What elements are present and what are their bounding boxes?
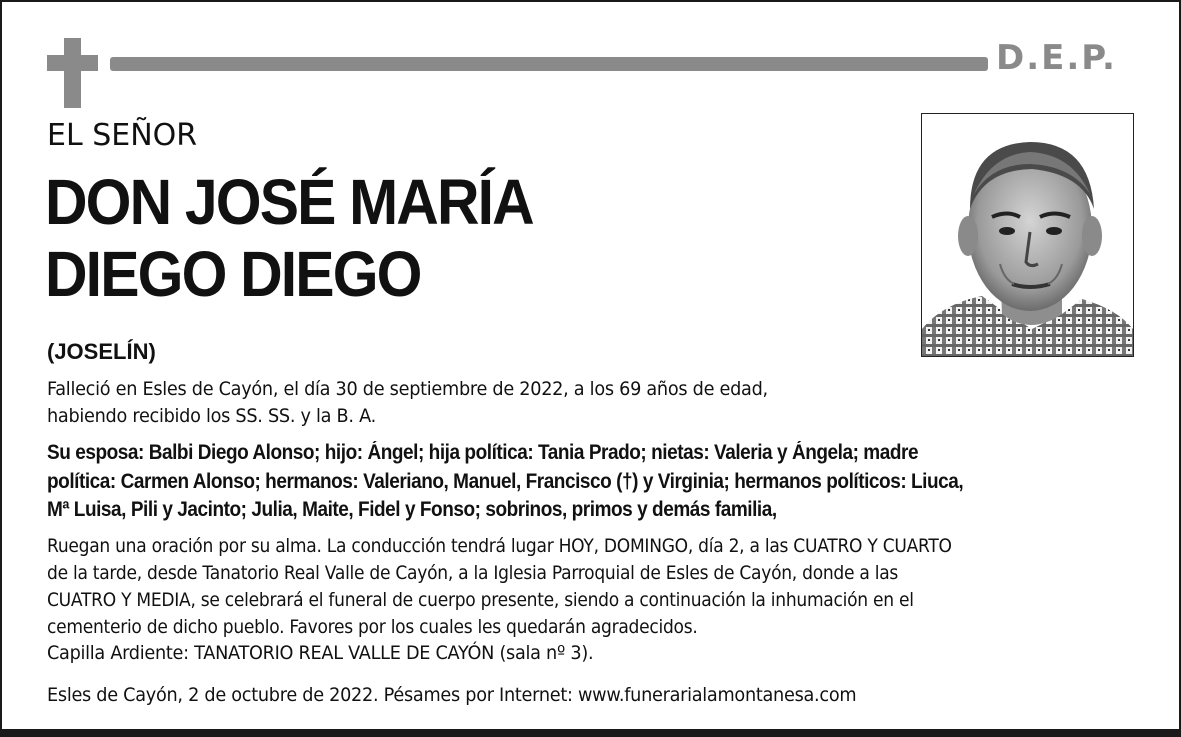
- honorific: EL SEÑOR: [47, 118, 198, 153]
- deceased-name: [45, 166, 533, 310]
- name-line-2: DIEGO DIEGO: [45, 238, 421, 310]
- nickname: (JOSELÍN): [47, 339, 156, 364]
- chapel-info: Capilla Ardiente: TANATORIO REAL VALLE DE CAYÓN (sala nº 3).: [47, 642, 594, 664]
- family-list: [47, 439, 1133, 525]
- service-line-4: cementerio de dicho pueblo. Favores por los cuales les quedarán agradecidos.: [47, 616, 698, 638]
- death-notice-line-2: habiendo recibido los SS. SS. y la B. A.: [47, 405, 376, 427]
- dep-label: D.E.P.: [996, 38, 1117, 78]
- family-line-1: Su esposa: Balbi Diego Alonso; hijo: Ángel; hija política: Tania Prado; nietas: Valeria y Ángela; madre: [47, 441, 919, 464]
- death-notice: [47, 376, 921, 430]
- death-notice-line-1: Falleció en Esles de Cayón, el día 30 de septiembre de 2022, a los 69 años de edad,: [47, 378, 768, 400]
- service-line-1: Ruegan una oración por su alma. La conducción tendrá lugar HOY, DOMINGO, día 2, a las CUATRO Y CUARTO: [47, 535, 952, 557]
- name-line-1: DON JOSÉ MARÍA: [45, 166, 533, 238]
- footer-text: Esles de Cayón, 2 de octubre de 2022. Pésames por Internet: www.funerarialamontanesa.com: [47, 684, 857, 706]
- family-line-3: Mª Luisa, Pili y Jacinto; Julia, Maite, Fidel y Fonso; sobrinos, primos y demás familia,: [47, 498, 777, 521]
- bottom-border: [0, 729, 1181, 737]
- family-line-2: política: Carmen Alonso; hermanos: Valeriano, Manuel, Francisco (†) y Virginia; hermanos políticos: Liuca,: [47, 469, 964, 493]
- header-rule: [110, 57, 988, 71]
- service-details: [47, 533, 1126, 641]
- portrait-photo: [921, 113, 1134, 357]
- service-line-2: de la tarde, desde Tanatorio Real Valle de Cayón, a la Iglesia Parroquial de Esles de Cayón, donde a las: [47, 562, 899, 584]
- service-line-3: CUATRO Y MEDIA, se celebrará el funeral de cuerpo presente, siendo a continuación la inhumación en el: [47, 589, 914, 611]
